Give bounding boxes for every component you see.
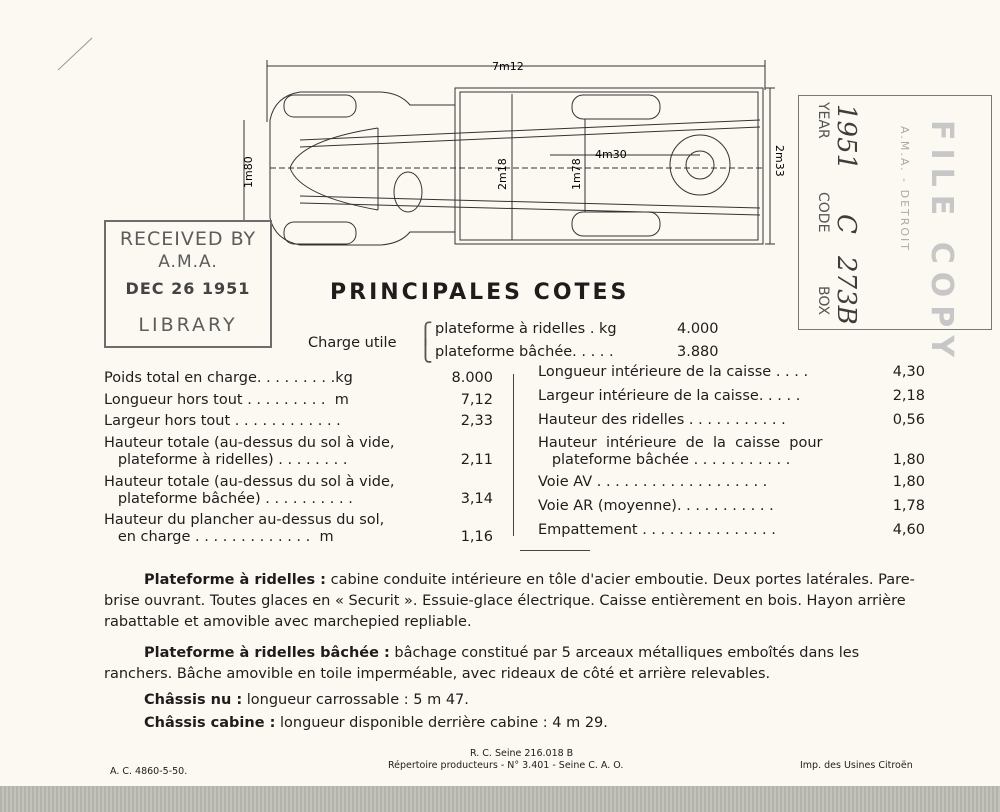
stamp-received-line2: A.M.A. — [158, 252, 218, 272]
paragraph-heading: Châssis cabine : — [144, 715, 276, 731]
right-spec-value: 4,60 — [892, 522, 925, 538]
right-spec-label: Hauteur des ridelles . . . . . . . . . . . — [538, 412, 786, 428]
right-spec-label: Longueur intérieure de la caisse . . . . — [538, 364, 809, 380]
dim-rear-track: 1m78 — [570, 158, 583, 190]
left-spec-value: 7,12 — [460, 392, 493, 408]
paragraph-chassis-nu — [104, 690, 930, 711]
right-spec-label: Voie AV . . . . . . . . . . . . . . . . . . . — [538, 474, 768, 490]
charge-row-value: 4.000 — [677, 321, 719, 337]
left-spec-value: 3,14 — [460, 491, 493, 507]
stamp-col-box: BOX — [815, 286, 831, 316]
dim-box-length: 4m30 — [595, 148, 627, 161]
left-spec-label: en charge . . . . . . . . . . . . . m — [104, 529, 334, 545]
column-divider — [513, 374, 514, 536]
paragraph-chassis-cabine — [104, 713, 930, 734]
stamp-handwritten-box: 273B — [831, 256, 861, 325]
brace-bottom: ⎩ — [418, 339, 433, 363]
right-spec-value: 1,80 — [892, 474, 925, 490]
charge-row-label: plateforme à ridelles . kg — [435, 321, 617, 337]
dim-overall-width: 2m33 — [773, 145, 786, 177]
dim-box-inner-width: 2m18 — [496, 158, 509, 190]
paragraph-text: longueur disponible derrière cabine : 4 m 29. — [275, 715, 608, 731]
dim-overall-length: 7m12 — [492, 60, 524, 73]
right-spec-value: 1,78 — [892, 498, 925, 514]
charge-row-value: 3.880 — [677, 344, 719, 360]
received-stamp — [104, 220, 272, 348]
right-spec-label: Largeur intérieure de la caisse. . . . . — [538, 388, 801, 404]
paper-edge-strip — [0, 786, 1000, 812]
left-spec-value: 2,11 — [460, 452, 493, 468]
stamp-handwritten-year: 1951 — [831, 104, 861, 171]
paragraph-heading: Plateforme à ridelles : — [144, 572, 326, 588]
right-spec-label: Empattement . . . . . . . . . . . . . . . — [538, 522, 776, 538]
stamp-faint-text: A.M.A. - DETROIT — [898, 126, 911, 253]
stamp-received-date: DEC 26 1951 — [125, 279, 251, 298]
left-spec-label: Longueur hors tout . . . . . . . . . m — [104, 392, 349, 408]
left-spec-label: plateforme bâchée) . . . . . . . . . . — [104, 491, 353, 507]
paragraph-text: longueur carrossable : 5 m 47. — [242, 692, 469, 708]
separator-rule — [520, 550, 590, 551]
charge-utile-label: Charge utile — [308, 335, 397, 351]
right-spec-label: plateforme bâchée . . . . . . . . . . . — [538, 452, 791, 468]
left-spec-value: 2,33 — [460, 413, 493, 429]
dim-front-width: 1m80 — [242, 156, 255, 188]
paragraph-heading: Châssis nu : — [144, 692, 243, 708]
footer-rc: R. C. Seine 216.018 B — [470, 748, 574, 759]
left-spec-label: Largeur hors tout . . . . . . . . . . . . — [104, 413, 341, 429]
paragraph-plateforme-bachee — [104, 643, 930, 685]
stamp-faint-big: FILE COPY — [924, 120, 959, 365]
stamp-handwritten-code: C — [831, 214, 861, 234]
stamp-col-year: YEAR — [815, 102, 831, 139]
stamp-col-code: CODE — [815, 192, 831, 233]
stamp-received-line1: RECEIVED BY — [119, 228, 257, 250]
left-spec-label: Hauteur totale (au-dessus du sol à vide, — [104, 435, 395, 451]
footer-reference: A. C. 4860-5-50. — [110, 766, 188, 777]
footer-repertoire: Répertoire producteurs - N° 3.401 - Seine C. A. O. — [388, 760, 624, 771]
left-spec-label: Poids total en charge. . . . . . . . .kg — [104, 370, 353, 386]
right-spec-value: 1,80 — [892, 452, 925, 468]
left-spec-label: Hauteur totale (au-dessus du sol à vide, — [104, 474, 395, 490]
left-spec-label: Hauteur du plancher au-dessus du sol, — [104, 512, 385, 528]
paragraph-text: bâchage constitué par 5 arceaux métalliques emboîtés dans les ranchers. Bâche amovible en toile imperméable, avec rideaux de côté et arrière relevables. — [104, 645, 860, 682]
charge-row-label: plateforme bâchée. . . . . — [435, 344, 614, 360]
page-title: PRINCIPALES COTES — [330, 280, 630, 305]
right-spec-label: Voie AR (moyenne). . . . . . . . . . . — [538, 498, 774, 514]
paragraph-text: cabine conduite intérieure en tôle d'acier emboutie. Deux portes latérales. Pare-brise ouvrant. Toutes glaces en « Securit ». Essuie-glace électrique. Caisse entièrement en bois. Hayon arrière rabattable et amovible avec marchepied repliable. — [104, 572, 915, 630]
left-spec-value: 8.000 — [451, 370, 493, 386]
left-spec-value: 1,16 — [460, 529, 493, 545]
left-spec-label: plateforme à ridelles) . . . . . . . . — [104, 452, 348, 468]
right-spec-value: 2,18 — [892, 388, 925, 404]
right-spec-value: 4,30 — [892, 364, 925, 380]
brace-top: ⎧ — [418, 321, 433, 345]
paragraph-plateforme-ridelles — [104, 570, 930, 633]
paragraph-heading: Plateforme à ridelles bâchée : — [144, 645, 390, 661]
stamp-received-line4: LIBRARY — [138, 314, 238, 336]
right-spec-label: Hauteur intérieure de la caisse pour — [538, 435, 823, 451]
file-copy-stamp — [798, 95, 992, 365]
right-spec-value: 0,56 — [892, 412, 925, 428]
footer-printer: Imp. des Usines Citroën — [800, 760, 913, 771]
